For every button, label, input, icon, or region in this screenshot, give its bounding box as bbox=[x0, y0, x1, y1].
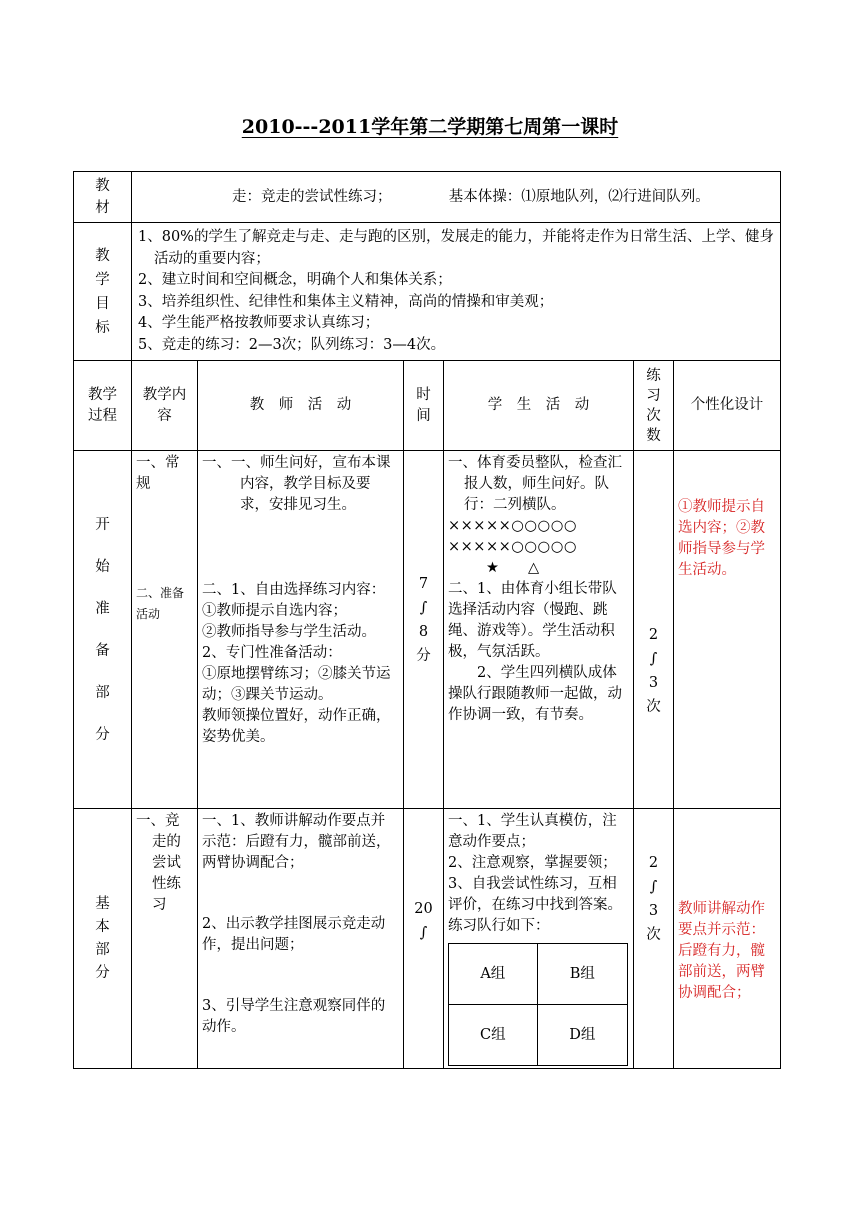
section-start-student bbox=[444, 451, 634, 809]
section-basic-label: 基 本 部 分 bbox=[74, 809, 132, 1069]
header-content: 教学内 容 bbox=[132, 361, 198, 451]
student-step: 二、1、由体育小组长带队选择活动内容（慢跑、跳绳、游戏等）。学生活动积极，气氛活跃。 bbox=[448, 581, 617, 660]
objective-item: 1、80%的学生了解竞走与走、走与跑的区别，发展走的能力，并能将走作为日常生活、上学、健身活动的重要内容； bbox=[138, 229, 774, 267]
header-student: 学 生 活 动 bbox=[444, 361, 634, 451]
section-start-teacher bbox=[198, 451, 404, 809]
student-step: 2、学生四列横队成体操队行跟随教师一起做，动作协调一致，有节奏。 bbox=[448, 665, 622, 723]
content-race-walk: 一、竞走的尝试性练习 bbox=[136, 813, 181, 913]
objective-item: 5、竞走的练习：2—3次；队列练习：3—4次。 bbox=[138, 336, 446, 353]
teacher-step: ①教师提示自选内容； bbox=[202, 603, 347, 619]
teacher-step: 一、1、教师讲解动作要点并示范：后蹬有力，髋部前送，两臂协调配合； bbox=[202, 813, 391, 871]
group-a: A组 bbox=[449, 944, 538, 1005]
teacher-step: 3、引导学生注意观察同伴的动作。 bbox=[202, 998, 386, 1035]
section-basic-teacher bbox=[198, 809, 404, 1069]
objective-item: 2、建立时间和空间概念，明确个人和集体关系； bbox=[138, 272, 452, 288]
student-step: 一、1、学生认真模仿，注意动作要点； bbox=[448, 813, 617, 850]
section-basic-time: 20 ∫ bbox=[404, 809, 444, 1069]
lesson-plan-table bbox=[73, 171, 781, 1069]
content-warmup: 二、准备活动 bbox=[136, 586, 185, 621]
group-b: B组 bbox=[537, 944, 627, 1005]
materials-walk: 走：竞走的尝试性练习； bbox=[232, 188, 392, 205]
formation-row: ×××××○○○○○ bbox=[448, 518, 578, 534]
teacher-step: ①原地摆臂练习；②膝关节运动；③踝关节运动。 bbox=[202, 666, 391, 703]
section-start-label: 开 始 准 备 部 分 bbox=[74, 451, 132, 809]
section-start-row bbox=[74, 451, 781, 809]
materials-gymnastics: 基本体操：⑴原地队列，⑵行进间队列。 bbox=[448, 188, 710, 205]
teacher-step: 2、专门性准备活动： bbox=[202, 645, 342, 661]
objective-item: 3、培养组织性、纪律性和集体主义精神，高尚的情操和审美观； bbox=[138, 293, 554, 310]
section-basic-row bbox=[74, 809, 781, 1069]
section-start-count: 2 ∫ 3 次 bbox=[634, 451, 674, 809]
teacher-step: 一、一、师生问好，宣布本课内容，教学目标及要求，安排见习生。 bbox=[202, 455, 391, 513]
student-step: 2、注意观察，掌握要领； bbox=[448, 855, 617, 871]
group-d: D组 bbox=[537, 1005, 627, 1066]
objective-item: 4、学生能严格按教师要求认真练习； bbox=[138, 315, 380, 331]
group-c: C组 bbox=[449, 1005, 538, 1066]
section-start-personal bbox=[674, 451, 781, 809]
student-step: 一、体育委员整队，检查汇报人数，师生问好。队行：二列横队。 bbox=[448, 455, 622, 513]
header-time: 时 间 bbox=[404, 361, 444, 451]
materials-label: 教 材 bbox=[74, 172, 132, 223]
objectives-label: 教 学 目 标 bbox=[74, 223, 132, 361]
section-basic-student bbox=[444, 809, 634, 1069]
personal-note: ①教师提示自选内容；②教师指导参与学生活动。 bbox=[678, 499, 765, 578]
section-basic-count: 2 ∫ 3 次 bbox=[634, 809, 674, 1069]
section-basic-personal bbox=[674, 809, 781, 1069]
header-teacher: 教 师 活 动 bbox=[198, 361, 404, 451]
header-row bbox=[74, 361, 781, 451]
formation-markers: ★ △ bbox=[486, 560, 540, 576]
group-grid bbox=[448, 943, 628, 1066]
student-step: 3、自我尝试性练习，互相评价，在练习中找到答案。练习队行如下： bbox=[448, 876, 622, 934]
objectives-content bbox=[132, 223, 781, 361]
teacher-step: 教师领操位置好，动作正确，姿势优美。 bbox=[202, 708, 391, 745]
header-personal: 个性化设计 bbox=[674, 361, 781, 451]
teacher-step: 2、出示教学挂图展示竞走动作，提出问题； bbox=[202, 916, 386, 953]
objectives-row bbox=[74, 223, 781, 361]
personal-note: 教师讲解动作要点并示范：后蹬有力，髋部前送，两臂协调配合； bbox=[678, 901, 765, 1001]
materials-row bbox=[74, 172, 781, 223]
section-start-content bbox=[132, 451, 198, 809]
section-start-time: 7 ∫ 8 分 bbox=[404, 451, 444, 809]
header-count: 练 习 次 数 bbox=[634, 361, 674, 451]
content-routine: 一、常规 bbox=[136, 455, 180, 492]
teacher-step: 二、1、自由选择练习内容： bbox=[202, 582, 386, 598]
page-title: 2010---2011学年第二学期第七周第一课时 bbox=[241, 116, 619, 138]
formation-row: ×××××○○○○○ bbox=[448, 539, 578, 555]
materials-content bbox=[132, 172, 781, 223]
section-basic-content bbox=[132, 809, 198, 1069]
teacher-step: ②教师指导参与学生活动。 bbox=[202, 624, 376, 640]
header-process: 教学 过程 bbox=[74, 361, 132, 451]
